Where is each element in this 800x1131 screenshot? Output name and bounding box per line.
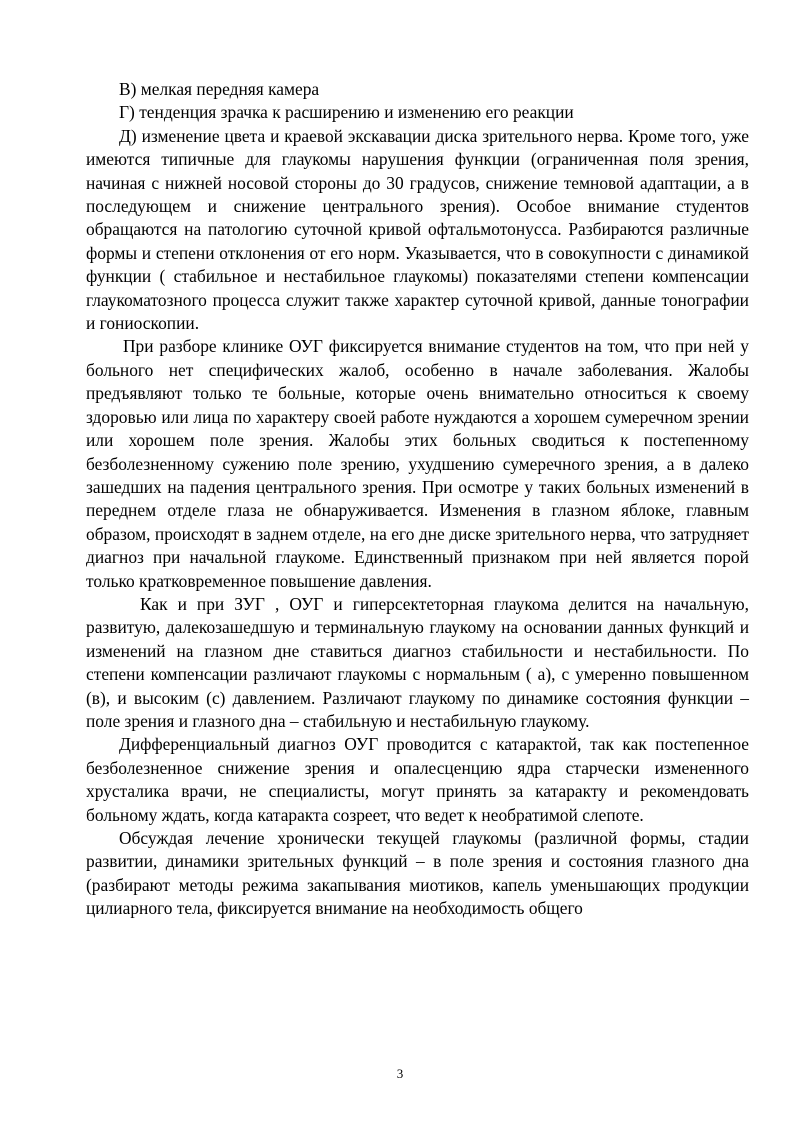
list-item-d: Д) изменение цвета и краевой экскавации диска зрительного нерва. Кроме того, уже имеются типичные для глаукомы нарушения функции (ограниченная поля зрения, начиная с нижней носовой стороны до 30 градусов, снижение темновой адаптации, а в последующем и снижение центрального зрения). Особое внимание студентов обращаются на патологию суточной кривой офтальмотонусса. Разбираются различные формы и степени отклонения от его норм. Указывается, что в совокупности с динамикой функции ( стабильное и нестабильное глаукомы) показателями степени компенсации глаукоматозного процесса служит также характер суточной кривой, данные тонографии и гониоскопии. [86, 125, 749, 334]
page-body [86, 78, 749, 921]
list-item-g: Г) тенденция зрачка к расширению и изменению его реакции [119, 102, 574, 123]
paragraph-oug-clinic: При разборе клинике ОУГ фиксируется внимание студентов на том, что при ней у больного нет специфических жалоб, особенно в начале заболевания. Жалобы предъявляют только те больные, которые очень внимательно относиться к своему здоровью или лица по характеру своей работе нуждаются а хорошем сумеречном зрении или хорошем поле зрения. Жалобы этих больных сводиться к постепенному безболезненному сужению поле зрению, ухудшению сумеречного зрения, а в далеко зашедших на падения центрального зрения. При осмотре у таких больных изменений в переднем отделе глаза не обнаруживается. Изменения в глазном яблоке, главным образом, происходят в заднем отделе, на его дне диске зрительного нерва, что затрудняет диагноз при начальной глаукоме. Единственный признаком при ней является порой только кратковременное повышение давления. [86, 336, 749, 591]
page-number: 3 [396, 1066, 404, 1081]
list-item-v: В) мелкая передняя камера [119, 79, 320, 99]
paragraph-glaucoma-stages: Как и при ЗУГ , ОУГ и гиперсектеторная глаукома делится на начальную, развитую, далекозашедшую и терминальную глаукому на основании данных функций и изменений на глазном дне ставиться диагноз стабильности и нестабильности. По степени компенсации различают глаукомы с нормальным ( а), с умеренно повышенном (в), и высоким (с) давлением. Различают глаукому по динамике состояния функции – поле зрения и глазного дна – стабильную и нестабильную глаукому. [86, 593, 749, 731]
paragraph-differential-diagnosis: Дифференциальный диагноз ОУГ проводится с катарактой, так как постепенное безболезненное снижение зрения и опалесценцию ядра старчески измененного хрусталика врачи, не специалисты, могут принять за катаракту и рекомендовать больному ждать, когда катаракта созреет, что ведет к необратимой слепоте. [86, 734, 749, 825]
paragraph-treatment: Обсуждая лечение хронически текущей глаукомы (различной формы, стадии развитии, динамики зрительных функций – в поле зрения и состояния глазного дна (разбирают методы режима закапывания миотиков, капель уменьшающих продукции цилиарного тела, фиксируется внимание на необходимость общего [86, 828, 749, 919]
